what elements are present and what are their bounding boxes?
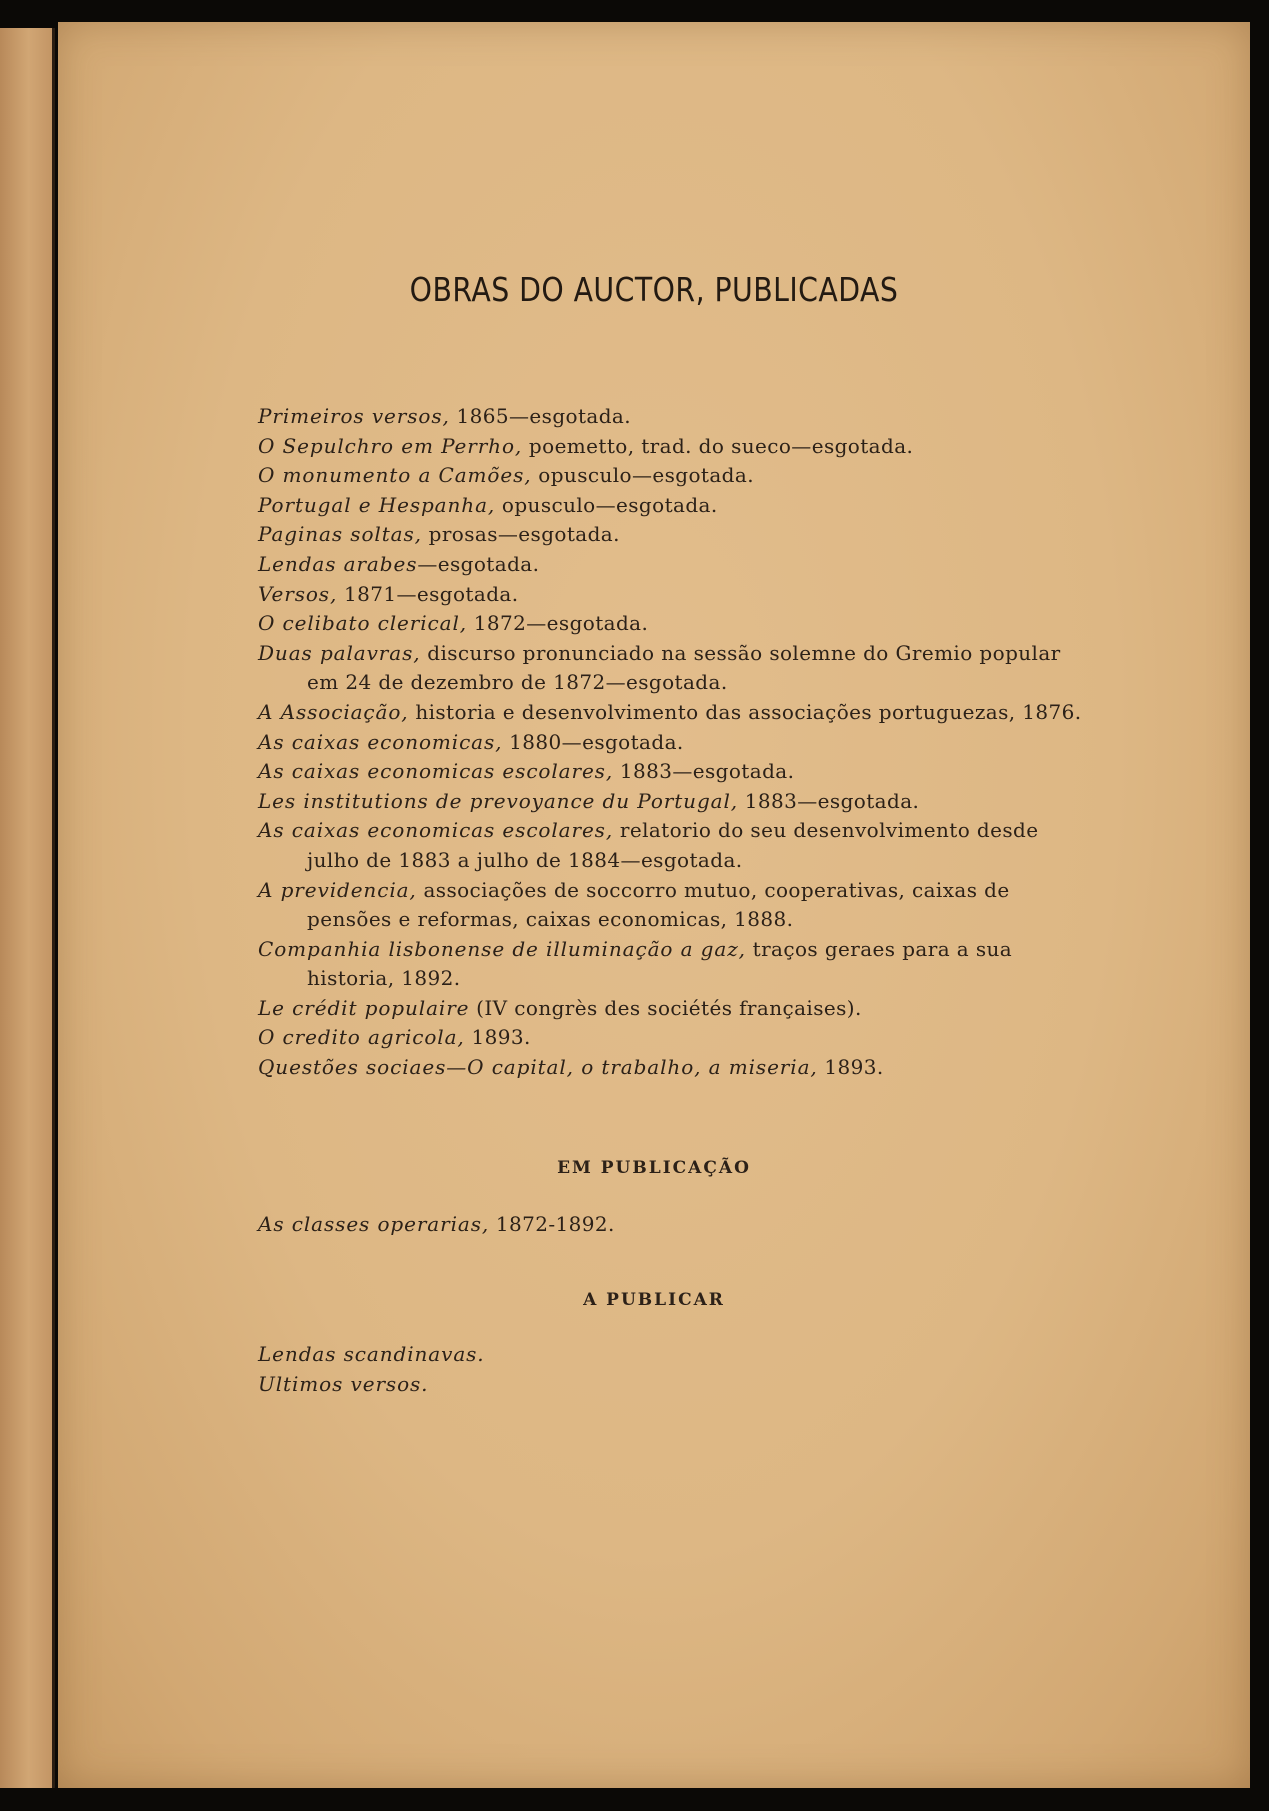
work-details: historia e desenvolvimento das associações portuguezas, 1876. xyxy=(408,699,1082,724)
work-title: Companhia lisbonense de illuminação a gaz, xyxy=(258,936,746,961)
work-entry xyxy=(258,698,1093,728)
work-details: opusculo—esgotada. xyxy=(531,463,754,488)
work-entry xyxy=(258,935,1093,994)
work-entry xyxy=(258,816,1093,875)
work-title: A previdencia, xyxy=(258,877,417,902)
a-publicar-list xyxy=(258,1340,1093,1399)
work-entry xyxy=(258,876,1093,935)
em-publicacao-list xyxy=(258,1210,1093,1240)
work-details: 1865—esgotada. xyxy=(449,404,632,428)
work-entry xyxy=(258,994,1093,1024)
work-entry xyxy=(258,1210,1093,1240)
work-details: 1872—esgotada. xyxy=(467,611,649,636)
work-details: opusculo—esgotada. xyxy=(495,492,718,517)
work-entry xyxy=(258,432,1093,462)
work-title: Paginas soltas, xyxy=(258,522,422,547)
work-details: (IV congrès des sociétés françaises). xyxy=(469,995,862,1020)
work-entry xyxy=(258,402,1093,432)
work-details: poemetto, trad. do sueco—esgotada. xyxy=(522,433,914,458)
work-title: Portugal e Hespanha, xyxy=(258,492,496,517)
work-title: A Associação, xyxy=(258,699,409,724)
work-entry xyxy=(258,550,1093,580)
work-entry xyxy=(258,491,1093,521)
work-details: 1893. xyxy=(464,1025,531,1050)
work-details: 1880—esgotada. xyxy=(502,729,684,754)
work-title: As caixas economicas escolares, xyxy=(258,818,614,843)
work-details: 1883—esgotada. xyxy=(738,788,920,813)
work-entry xyxy=(258,520,1093,550)
work-details: 1893. xyxy=(817,1055,884,1080)
work-entry xyxy=(258,461,1093,491)
work-details: discurso pronunciado na sessão solemne do Gremio popular em 24 de dezembro de 1872—esgotada. xyxy=(307,640,1061,695)
work-title: Lendas arabes xyxy=(258,551,418,576)
work-title: O credito agricola, xyxy=(258,1025,465,1050)
published-works-list xyxy=(258,402,1093,1083)
work-title: As caixas economicas escolares, xyxy=(258,759,614,784)
work-details: associações de soccorro mutuo, cooperativas, caixas de pensões e reformas, caixas economicas, 1888. xyxy=(307,877,1010,932)
work-title: Duas palavras, xyxy=(258,640,421,665)
work-entry xyxy=(258,1370,1093,1400)
work-title: As classes operarias, xyxy=(258,1212,490,1236)
work-details: —esgotada. xyxy=(417,551,540,576)
work-entry xyxy=(258,639,1093,698)
work-title: Le crédit populaire xyxy=(258,995,470,1020)
work-details: 1871—esgotada. xyxy=(337,581,519,606)
work-title: Lendas scandinavas. xyxy=(258,1342,485,1366)
page-title: OBRAS DO AUCTOR, PUBLICADAS xyxy=(409,270,899,309)
work-title: Les institutions de prevoyance du Portugal, xyxy=(258,788,739,813)
work-entry xyxy=(258,1023,1093,1053)
work-entry xyxy=(258,1340,1093,1370)
work-entry xyxy=(258,1053,1093,1083)
a-publicar-heading: A PUBLICAR xyxy=(583,1290,725,1310)
work-entry xyxy=(258,757,1093,787)
work-details: prosas—esgotada. xyxy=(421,522,620,547)
work-entry xyxy=(258,787,1093,817)
work-entry xyxy=(258,580,1093,610)
work-details: 1872-1892. xyxy=(489,1212,615,1236)
work-details: traços geraes para a sua historia, 1892. xyxy=(307,936,1013,991)
work-title: Ultimos versos. xyxy=(258,1371,429,1396)
work-title: O monumento a Camões, xyxy=(258,463,532,488)
work-entry xyxy=(258,728,1093,758)
work-title: Versos, xyxy=(258,581,338,606)
facing-page-edge xyxy=(0,28,55,1788)
work-title: Questões sociaes—O capital, o trabalho, a miseria, xyxy=(258,1055,818,1080)
book-page xyxy=(58,22,1250,1788)
work-title: As caixas economicas, xyxy=(258,729,503,754)
work-details: relatorio do seu desenvolvimento desde julho de 1883 a julho de 1884—esgotada. xyxy=(307,818,1039,872)
work-title: Primeiros versos, xyxy=(258,404,450,428)
work-details: 1883—esgotada. xyxy=(613,759,795,784)
work-entry xyxy=(258,609,1093,639)
em-publicacao-heading: EM PUBLICAÇÃO xyxy=(557,1158,751,1178)
work-title: O Sepulchro em Perrho, xyxy=(258,433,523,458)
work-title: O celibato clerical, xyxy=(258,611,468,636)
